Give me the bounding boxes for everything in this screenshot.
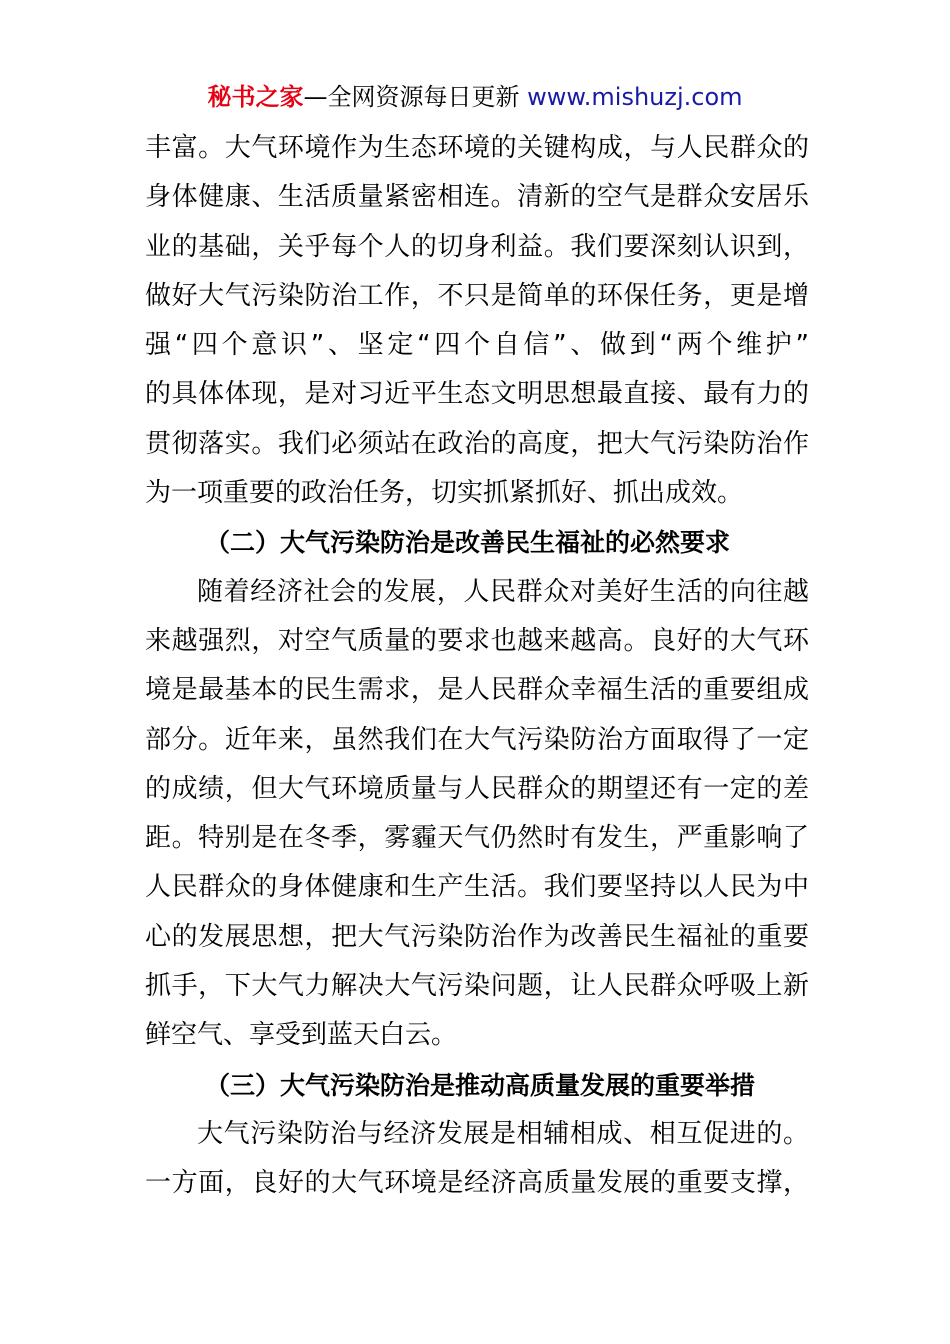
paragraph-line: 的具体体现，是对习近平生态文明思想最直接、最有力的 xyxy=(145,379,809,410)
paragraph-line: 业的基础，关乎每个人的切身利益。我们要深刻认识到， xyxy=(145,231,809,262)
paragraph-line: 身体健康、生活质量紧密相连。清新的空气是群众安居乐 xyxy=(145,182,809,213)
paragraph-line: 来越强烈，对空气质量的要求也越来越高。良好的大气环 xyxy=(145,625,809,656)
section-heading-2: （二）大气污染防治是改善民生福祉的必然要求 xyxy=(205,528,731,558)
paragraph-line: 贯彻落实。我们必须站在政治的高度，把大气污染防治作 xyxy=(145,428,809,459)
paragraph-line: 抓手，下大气力解决大气污染问题，让人民群众呼吸上新 xyxy=(145,971,809,1002)
paragraph-line: 距。特别是在冬季，雾霾天气仍然时有发生，严重影响了 xyxy=(145,823,809,854)
site-tagline: —全网资源每日更新 xyxy=(303,83,520,111)
document-body xyxy=(145,124,809,1209)
paragraph-line: 鲜空气、享受到蓝天白云。 xyxy=(145,1020,458,1051)
section-heading-3: （三）大气污染防治是推动高质量发展的重要举措 xyxy=(205,1070,756,1100)
paragraph-line: 境是最基本的民生需求，是人民群众幸福生活的重要组成 xyxy=(145,675,809,706)
site-brand: 秘书之家 xyxy=(207,83,304,111)
paragraph-line: 为一项重要的政治任务，切实抓紧抓好、抓出成效。 xyxy=(145,478,744,509)
paragraph-line: 丰富。大气环境作为生态环境的关键构成，与人民群众的 xyxy=(145,133,809,163)
site-header xyxy=(0,80,950,114)
paragraph-line: 部分。近年来，虽然我们在大气污染防治方面取得了一定 xyxy=(145,724,809,755)
site-url-link[interactable]: www.mishuzj.com xyxy=(527,83,743,111)
paragraph-line: 一方面，良好的大气环境是经济高质量发展的重要支撑， xyxy=(145,1168,809,1199)
paragraph-line: 心的发展思想，把大气污染防治作为改善民生福祉的重要 xyxy=(145,921,809,952)
paragraph-line: 的成绩，但大气环境质量与人民群众的期望还有一定的差 xyxy=(145,773,809,804)
paragraph-line: 做好大气污染防治工作，不只是简单的环保任务，更是增 xyxy=(145,280,809,311)
paragraph-line: 人民群众的身体健康和生产生活。我们要坚持以人民为中 xyxy=(145,872,809,903)
paragraph-line: 强“四个意识”、坚定“四个自信”、做到“两个维护” xyxy=(145,330,809,361)
paragraph-line: 大气污染防治与经济发展是相辅相成、相互促进的。 xyxy=(197,1118,809,1149)
paragraph-line: 随着经济社会的发展，人民群众对美好生活的向往越 xyxy=(197,576,809,607)
